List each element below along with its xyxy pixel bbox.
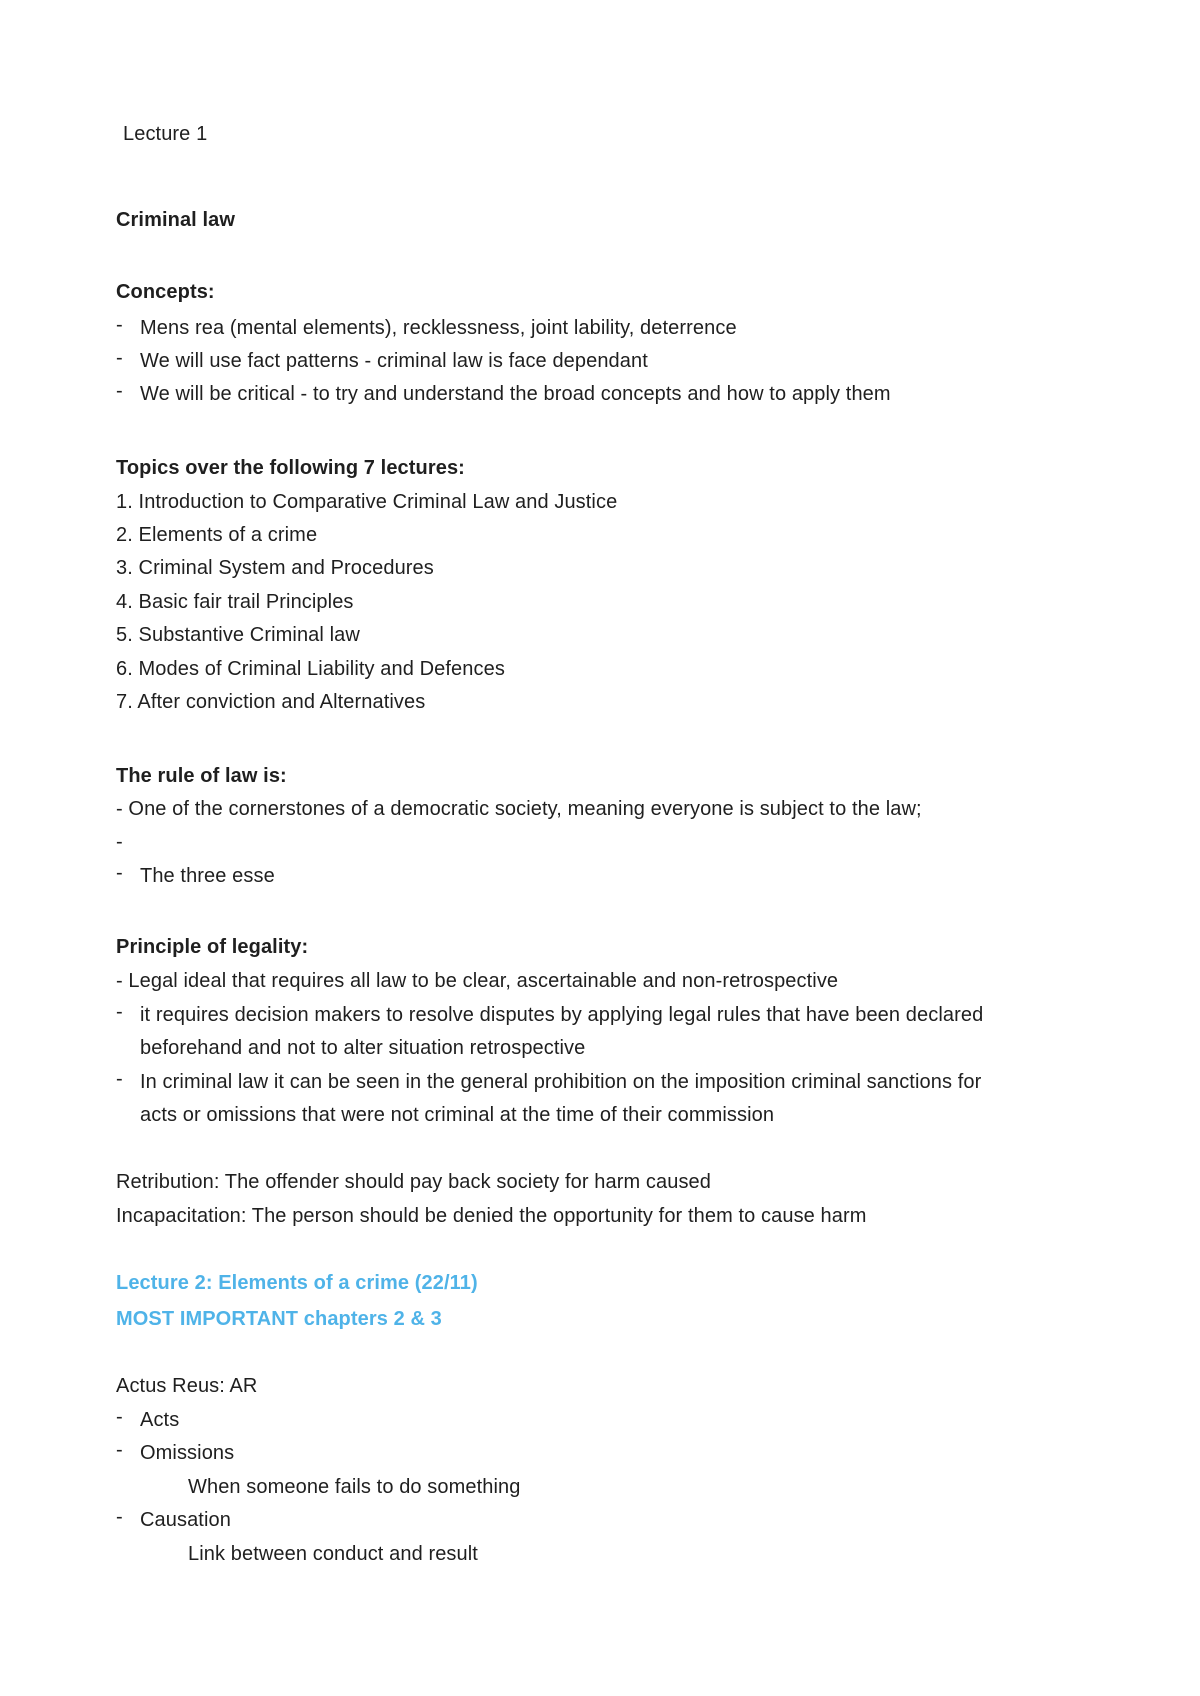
bullet-dash: - (116, 1506, 123, 1528)
legality-bullet: In criminal law it can be seen in the general prohibition on the imposition criminal sanctions for (140, 1071, 982, 1093)
concept-item: We will use fact patterns - criminal law is face dependant (140, 350, 648, 372)
retribution-line: Retribution: The offender should pay back society for harm caused (116, 1171, 711, 1193)
rule-of-law-line: The three esse (140, 865, 275, 887)
bullet-dash: - (116, 862, 123, 884)
actus-reus-desc: Link between conduct and result (188, 1543, 478, 1565)
topic-item: 2. Elements of a crime (116, 524, 318, 546)
legality-bullet-cont: beforehand and not to alter situation retrospective (140, 1037, 586, 1059)
topic-item: 6. Modes of Criminal Liability and Defences (116, 658, 505, 680)
legality-line: - Legal ideal that requires all law to be clear, ascertainable and non-retrospective (116, 970, 839, 992)
bullet-dash: - (116, 1001, 123, 1023)
actus-reus-item: Omissions (140, 1442, 235, 1464)
bullet-dash: - (116, 347, 123, 369)
actus-reus-heading: Actus Reus: AR (116, 1375, 258, 1397)
rule-of-law-line: - One of the cornerstones of a democratic society, meaning everyone is subject to the law; (116, 798, 922, 820)
legality-bullet: it requires decision makers to resolve disputes by applying legal rules that have been declared (140, 1004, 984, 1026)
lecture-label: Lecture 1 (123, 123, 208, 145)
bullet-dash: - (116, 1068, 123, 1090)
incapacitation-line: Incapacitation: The person should be denied the opportunity for them to cause harm (116, 1205, 867, 1227)
concept-item: Mens rea (mental elements), recklessness, joint lability, deterrence (140, 317, 737, 339)
document-title: Criminal law (116, 209, 236, 231)
bullet-dash: - (116, 1439, 123, 1461)
actus-reus-item: Causation (140, 1509, 231, 1531)
actus-reus-item: Acts (140, 1409, 180, 1431)
lecture2-heading: Lecture 2: Elements of a crime (22/11) (116, 1272, 478, 1294)
bullet-dash: - (116, 380, 123, 402)
topic-item: 5. Substantive Criminal law (116, 624, 360, 646)
topic-item: 4. Basic fair trail Principles (116, 591, 354, 613)
lecture2-subheading: MOST IMPORTANT chapters 2 & 3 (116, 1308, 442, 1330)
topic-item: 3. Criminal System and Procedures (116, 557, 434, 579)
legality-bullet-cont: acts or omissions that were not criminal at the time of their commission (140, 1104, 775, 1126)
legality-heading: Principle of legality: (116, 936, 309, 958)
bullet-dash: - (116, 1406, 123, 1428)
rule-of-law-empty-dash: - (116, 831, 123, 853)
concepts-heading: Concepts: (116, 281, 215, 303)
bullet-dash: - (116, 314, 123, 336)
topic-item: 1. Introduction to Comparative Criminal Law and Justice (116, 491, 618, 513)
topics-heading: Topics over the following 7 lectures: (116, 457, 465, 479)
concept-item: We will be critical - to try and understand the broad concepts and how to apply them (140, 383, 891, 405)
topic-item: 7. After conviction and Alternatives (116, 691, 426, 713)
actus-reus-desc: When someone fails to do something (188, 1476, 521, 1498)
rule-of-law-heading: The rule of law is: (116, 765, 287, 787)
